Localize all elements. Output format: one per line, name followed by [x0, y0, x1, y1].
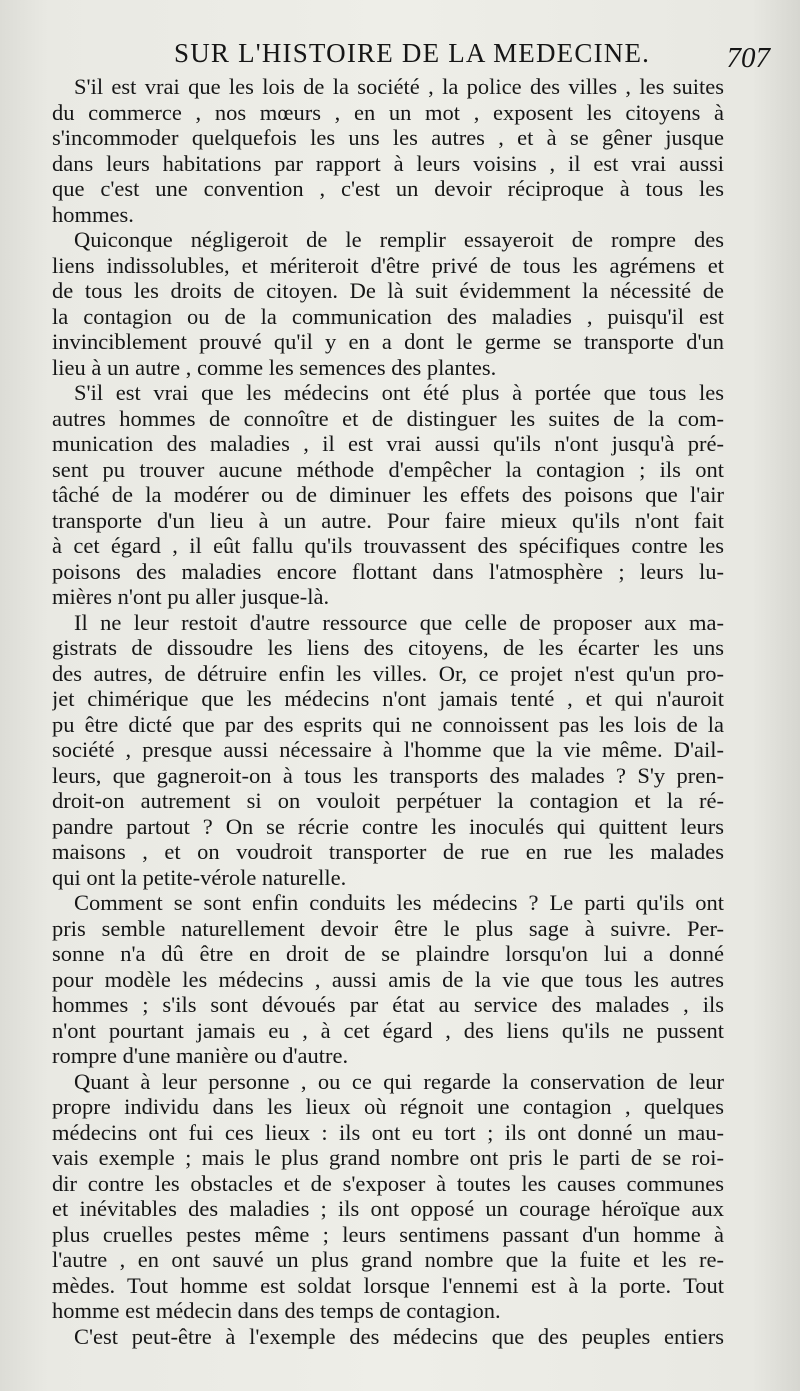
running-title: SUR L'HISTOIRE DE LA MEDECINE.	[174, 38, 651, 68]
text-line: jet chimérique que les médecins n'ont jamais tenté , et qui n'auroit	[52, 686, 724, 711]
text-line: s'incommoder quelquefois les uns les autres , et à se gêner jusque	[52, 125, 724, 150]
text-line: S'il est vrai que les médecins ont été plus à portée que tous les	[74, 380, 724, 405]
text-line: maisons , et on voudroit transporter de rue en rue les malades	[52, 839, 724, 864]
text-line: S'il est vrai que les lois de la société , la police des villes , les suites	[74, 74, 724, 99]
text-line: dir contre les obstacles et de s'exposer à toutes les causes communes	[52, 1170, 724, 1196]
text-line: hommes.	[52, 201, 134, 227]
text-body	[52, 74, 724, 1349]
text-line: transporte d'un lieu à un autre. Pour faire mieux qu'ils n'ont fait	[52, 507, 724, 533]
text-line: mières n'ont pu aller jusque-là.	[52, 584, 330, 609]
text-line: pu être dicté que par des esprits qui ne connoissent pas les lois de la	[52, 711, 724, 737]
text-line: homme est médecin dans des temps de contagion.	[52, 1298, 501, 1323]
text-line: et inévitables des maladies ; ils ont opposé un courage héroïque aux	[52, 1196, 724, 1221]
text-line: la contagion ou de la communication des maladies , puisqu'il est	[52, 303, 724, 329]
text-line: poisons des maladies encore flottant dans l'atmosphère ; leurs lu-	[52, 558, 724, 584]
text-line: munication des maladies , il est vrai aussi qu'ils n'ont jusqu'à pré-	[52, 431, 724, 456]
text-line: rompre d'une manière ou d'autre.	[52, 1043, 349, 1068]
text-line: C'est peut-être à l'exemple des médecins que des peuples entiers	[74, 1323, 724, 1349]
page-number: 707	[726, 42, 770, 74]
text-line: propre individu dans les lieux où régnoit une contagion , quelques	[52, 1094, 724, 1119]
text-line: de tous les droits de citoyen. De là suit évidemment la nécessité de	[52, 278, 724, 303]
text-line: leurs, que gagneroit-on à tous les transports des malades ? S'y pren-	[52, 762, 724, 788]
text-line: hommes ; s'ils sont dévoués par état au service des malades , ils	[52, 992, 724, 1017]
text-line: du commerce , nos mœurs , en un mot , exposent les citoyens à	[52, 99, 724, 125]
text-line: plus cruelles pestes même ; leurs sentimens passant d'un homme à	[52, 1221, 724, 1247]
text-line: Quant à leur personne , ou ce qui regarde la conservation de leur	[74, 1068, 724, 1094]
text-line: que c'est une convention , c'est un devoir réciproque à tous les	[52, 176, 724, 201]
text-line: sonne n'a dû être en droit de se plaindre lorsqu'on lui a donné	[52, 941, 724, 966]
text-line: autres hommes de connoître et de distinguer les suites de la com-	[52, 405, 724, 431]
text-line: invinciblement prouvé qu'il y en a dont le germe se transporte d'un	[52, 329, 724, 354]
text-line: l'autre , en ont sauvé un plus grand nombre que la fuite et les re-	[52, 1247, 724, 1272]
text-line: gistrats de dissoudre les liens des citoyens, de les écarter les uns	[52, 635, 724, 660]
text-line: société , presque aussi nécessaire à l'homme que la vie même. D'ail-	[52, 737, 724, 762]
text-line: vais exemple ; mais le plus grand nombre ont pris le parti de se roi-	[52, 1145, 724, 1170]
text-line: tâché de la modérer ou de diminuer les effets des poisons que l'air	[52, 482, 724, 507]
text-line: Il ne leur restoit d'autre ressource que celle de proposer aux ma-	[74, 609, 724, 635]
text-line: lieu à un autre , comme les semences des plantes.	[52, 354, 497, 380]
text-line: Comment se sont enfin conduits les médecins ? Le parti qu'ils ont	[74, 890, 724, 915]
text-line: à cet égard , il eût fallu qu'ils trouvassent des spécifiques contre les	[52, 533, 724, 558]
text-line: médecins ont fui ces lieux : ils ont eu tort ; ils ont donné un mau-	[52, 1119, 724, 1145]
text-line: dans leurs habitations par rapport à leurs voisins , il est vrai aussi	[52, 150, 724, 176]
text-line: pandre partout ? On se récrie contre les inoculés qui quittent leurs	[52, 813, 724, 839]
running-head	[40, 38, 770, 74]
text-line: qui ont la petite-vérole naturelle.	[52, 864, 347, 890]
text-line: liens indissolubles, et mériteroit d'être privé de tous les agrémens et	[52, 252, 724, 278]
text-line: mèdes. Tout homme est soldat lorsque l'ennemi est à la porte. Tout	[52, 1272, 724, 1298]
text-line: sent pu trouver aucune méthode d'empêcher la contagion ; ils ont	[52, 456, 724, 482]
text-line: pris semble naturellement devoir être le plus sage à suivre. Per-	[52, 915, 724, 941]
text-line: pour modèle les médecins , aussi amis de la vie que tous les autres	[52, 966, 724, 992]
text-line: des autres, de détruire enfin les villes. Or, ce projet n'est qu'un pro-	[52, 660, 724, 686]
text-line: Quiconque négligeroit de le remplir essayeroit de rompre des	[74, 227, 724, 252]
text-line: n'ont pourtant jamais eu , à cet égard , des liens qu'ils ne pussent	[52, 1017, 724, 1043]
text-line: droit-on autrement si on vouloit perpétuer la contagion et la ré-	[52, 788, 724, 813]
